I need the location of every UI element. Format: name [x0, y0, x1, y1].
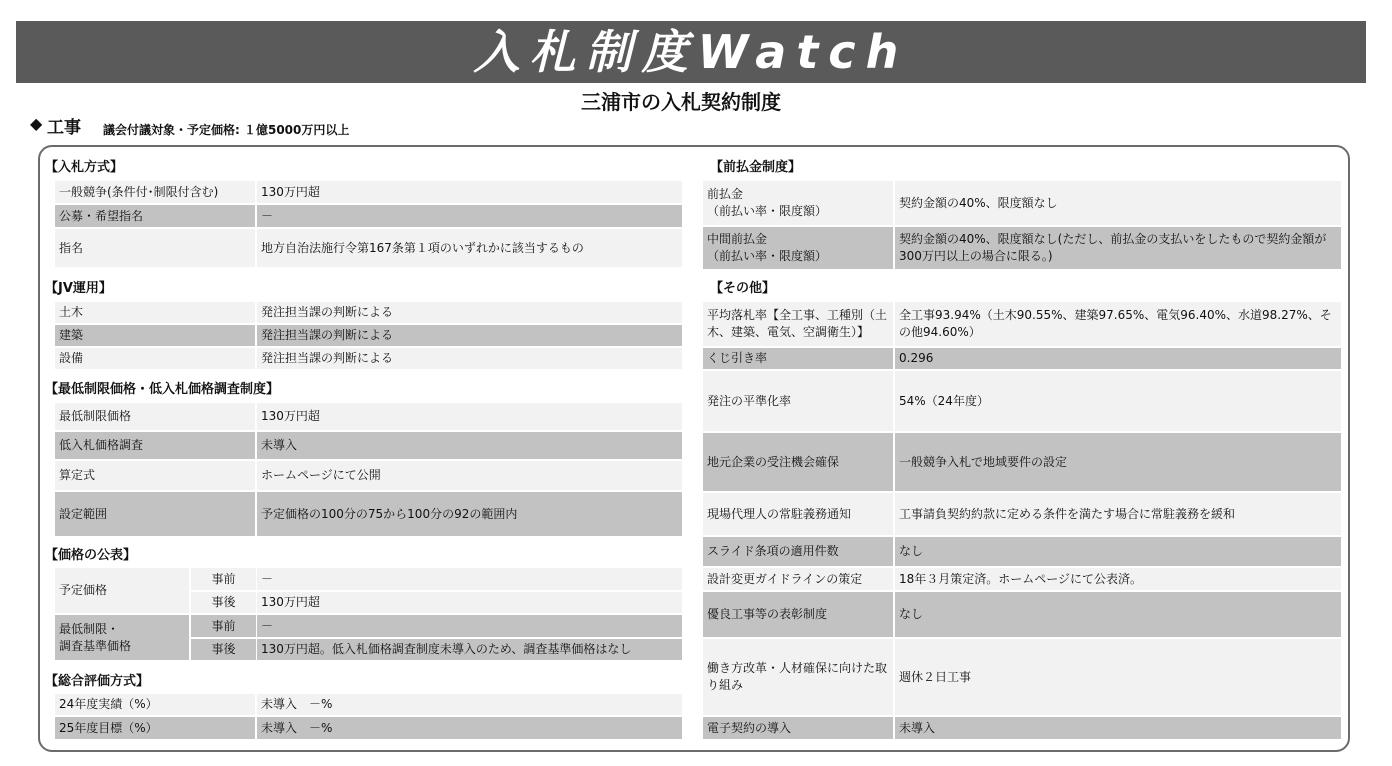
value-cell: 18年３月策定済。ホームページにて公表済。 — [895, 568, 1341, 590]
diamond-icon: ◆ — [30, 114, 43, 133]
label-cell: 建築 — [55, 325, 255, 346]
value-cell: 130万円超。低入札価格調査制度未導入のため、調査基準価格はなし — [257, 639, 682, 660]
value-cell: － — [257, 568, 682, 590]
label-cell: 働き方改革・人材確保に向けた取り組み — [703, 639, 893, 715]
value-cell: 一般競争入札で地域要件の設定 — [895, 433, 1341, 491]
banner-title: 入札制度Watch — [473, 25, 909, 79]
min-price-label-line-1: 最低制限・ — [59, 621, 120, 636]
value-cell: 130万円超 — [257, 403, 682, 430]
min-price-label — [55, 615, 189, 660]
value-cell: 0.296 — [895, 348, 1341, 369]
heading-advance: 【前払金制度】 — [710, 160, 802, 175]
page-subtitle: 三浦市の入札契約制度 — [581, 90, 781, 114]
label-cell: 地元企業の受注機会確保 — [703, 433, 893, 491]
value-cell: 発注担当課の判断による — [257, 302, 682, 323]
label-cell: 設定範囲 — [55, 492, 255, 536]
value-cell: 発注担当課の判断による — [257, 325, 682, 346]
label-cell: 電子契約の導入 — [703, 717, 893, 739]
label-cell: 公募・希望指名 — [55, 205, 255, 227]
value-cell: 未導入 －% — [257, 694, 682, 715]
label-cell: 24年度実績（%） — [55, 694, 255, 715]
label-cell: 優良工事等の表彰制度 — [703, 592, 893, 637]
label-cell: 現場代理人の常駐義務通知 — [703, 493, 893, 535]
value-cell: なし — [895, 537, 1341, 566]
label-cell: くじ引き率 — [703, 348, 893, 369]
section-label: 工事 — [47, 118, 81, 138]
value-cell: 契約金額の40%、限度額なし(ただし、前払金の支払いをしたもので契約金額が300万円以上の場合に限る。) — [895, 227, 1341, 269]
label-cell: 土木 — [55, 302, 255, 323]
after-label: 事後 — [191, 639, 256, 660]
heading-price-disclosure: 【価格の公表】 — [45, 548, 137, 563]
value-cell: 54%（24年度） — [895, 371, 1341, 431]
label-cell: 25年度目標（%） — [55, 717, 255, 739]
council-note: 議会付議対象・予定価格: １億5000万円以上 — [103, 123, 350, 137]
value-cell: 発注担当課の判断による — [257, 348, 682, 369]
label-cell: 最低制限価格 — [55, 403, 255, 430]
value-cell: 未導入 －% — [257, 717, 682, 739]
value-cell: － — [257, 615, 682, 637]
value-cell: ホームページにて公開 — [257, 461, 682, 490]
label-cell: 平均落札率【全工事、工種別（土木、建築、電気、空調衛生）】 — [703, 302, 893, 346]
value-cell: 契約金額の40%、限度額なし — [895, 181, 1341, 225]
before-label: 事前 — [191, 568, 256, 590]
heading-other: 【その他】 — [710, 281, 776, 296]
value-cell: 未導入 — [257, 432, 682, 459]
label-cell: 指名 — [55, 229, 255, 267]
value-cell: 地方自治法施行令第167条第１項のいずれかに該当するもの — [257, 229, 682, 267]
label-cell: 低入札価格調査 — [55, 432, 255, 459]
value-cell: なし — [895, 592, 1341, 637]
heading-jv: 【JV運用】 — [45, 281, 112, 296]
value-cell: 130万円超 — [257, 592, 682, 613]
min-price-label-line-2: 調査基準価格 — [59, 638, 132, 653]
label-cell: 設備 — [55, 348, 255, 369]
value-cell: 全工事93.94%（土木90.55%、建築97.65%、電気96.40%、水道98.27%、その他94.60%） — [895, 302, 1341, 346]
heading-min-price: 【最低制限価格・低入札価格調査制度】 — [45, 382, 280, 397]
label-cell: スライド条項の適用件数 — [703, 537, 893, 566]
value-cell: 予定価格の100分の75から100分の92の範囲内 — [257, 492, 682, 536]
label-cell: 前払金 （前払い率・限度額） — [703, 181, 893, 225]
heading-comprehensive: 【総合評価方式】 — [45, 674, 150, 689]
label-cell: 発注の平準化率 — [703, 371, 893, 431]
value-cell: 130万円超 — [257, 181, 682, 203]
label-cell: 一般競争(条件付･制限付含む) — [55, 181, 255, 203]
after-label: 事後 — [191, 592, 256, 613]
label-cell: 算定式 — [55, 461, 255, 490]
value-cell: 工事請負契約約款に定める条件を満たす場合に常駐義務を緩和 — [895, 493, 1341, 535]
value-cell: － — [257, 205, 682, 227]
before-label: 事前 — [191, 615, 256, 637]
label-cell: 中間前払金 （前払い率・限度額） — [703, 227, 893, 269]
label-cell: 設計変更ガイドラインの策定 — [703, 568, 893, 590]
heading-bidding-method: 【入札方式】 — [45, 160, 124, 175]
value-cell: 未導入 — [895, 717, 1341, 739]
value-cell: 週休２日工事 — [895, 639, 1341, 715]
planned-price-label: 予定価格 — [55, 568, 189, 613]
title-banner — [16, 21, 1366, 83]
